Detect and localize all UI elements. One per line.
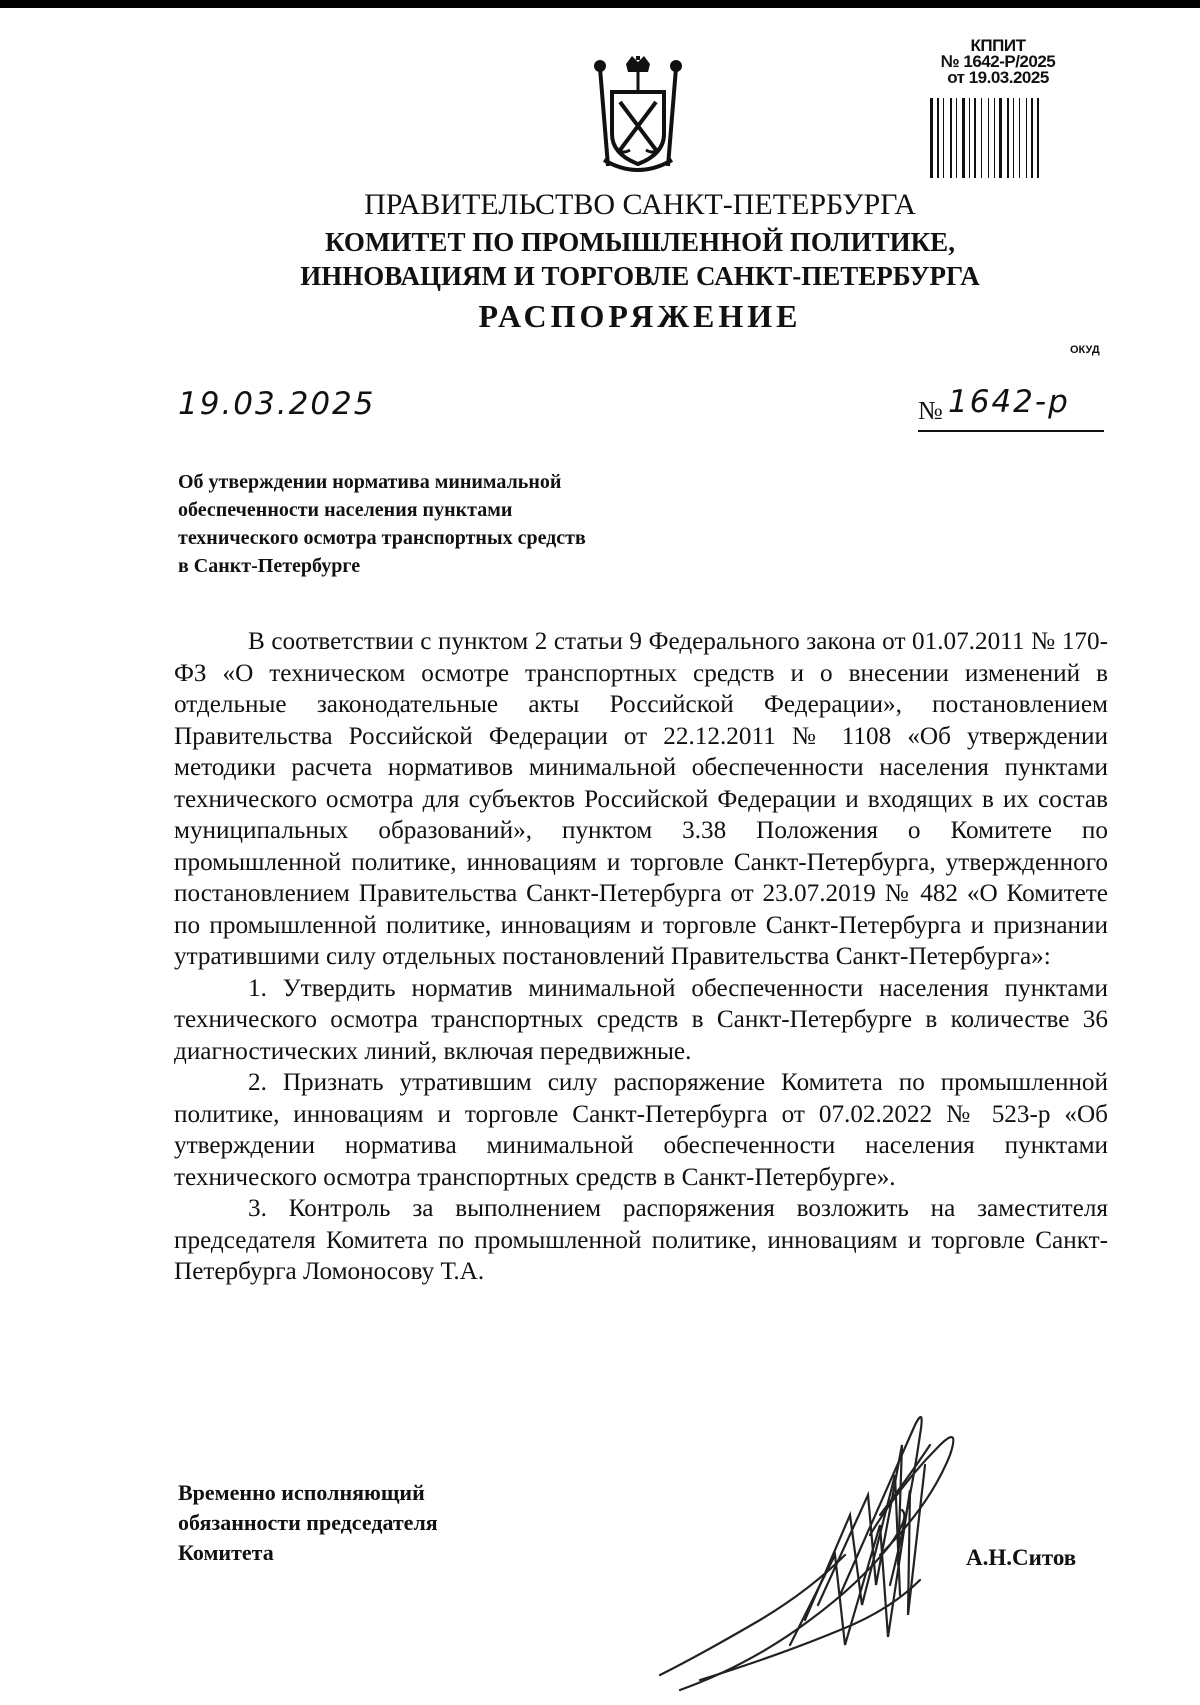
committee-title [0,225,1200,293]
barcode-bar [1019,98,1020,178]
document-date: 19.03.2025 [178,386,376,422]
number-sign: № [918,396,943,425]
handwritten-signature-icon [640,1405,970,1695]
signer-position [178,1478,438,1568]
stamp-number: № 1642-Р/2025 [940,52,1056,71]
barcode-icon [930,98,1066,178]
subject-line: в Санкт-Петербурге [178,555,361,577]
barcode-bar [988,98,989,178]
document-type-title: РАСПОРЯЖЕНИЕ [478,298,802,334]
government-title: ПРАВИТЕЛЬСТВО САНКТ-ПЕТЕРБУРГА [364,188,916,221]
barcode-bar [1037,98,1039,178]
barcode-bar [1026,98,1027,178]
barcode-bar [943,98,944,178]
signer-position-line: Комитета [178,1540,274,1565]
committee-title-line2: ИННОВАЦИЯМ И ТОРГОВЛЕ САНКТ-ПЕТЕРБУРГА [300,261,980,291]
barcode-bar [981,98,982,178]
barcode-bar [962,98,965,178]
preamble-paragraph: В соответствии с пунктом 2 статьи 9 Федерального закона от 01.07.2011 № 170-ФЗ «О техническом осмотре транспортных средств и о внесении изменений в отдельные законодательные акты Российской Федерации», постановлением Правительства Российской Федерации от 22.12.2011 № 1108 «Об утверждении методики расчета нормативов минимальной обеспеченности населения пунктами технического осмотра для субъектов Российской Федерации и входящих в их состав муниципальных образований», пунктом 3.38 Положения о Комитете по промышленной политике, инновациям и торговле Санкт-Петербурга, утвержденного постановлением Правительства Санкт-Петербурга от 23.07.2019 № 482 «О Комитете по промышленной политике, инновациям и торговле Санкт-Петербурга и признании утратившими силу отдельных постановлений Правительства Санкт-Петербурга»: [174,628,1108,970]
subject-line: технического осмотра транспортных средств [178,527,586,549]
barcode-bar [969,98,970,178]
barcode-bar [950,98,952,178]
stamp-date: от 19.03.2025 [947,68,1049,87]
barcode-bar [999,98,1002,178]
scan-top-edge [0,0,1200,8]
barcode-bar [956,98,957,178]
item-2-paragraph: 2. Признать утратившим силу распоряжение Комитета по промышленной политике, инновациям и торговле Санкт-Петербурга от 07.02.2022 № 523-р «Об утверждении норматива минимальной обеспеченности населения пунктами технического осмотра транспортных средств в Санкт-Петербурге». [174,1069,1108,1191]
document-number-field [918,384,1104,432]
stamp-org: КППИТ [970,36,1026,55]
barcode-bar [1007,98,1009,178]
registration-stamp [928,38,1068,86]
signer-name: А.Н.Ситов [966,1545,1077,1570]
subject-line: Об утверждении норматива минимальной [178,471,562,493]
barcode-bar [1013,98,1014,178]
barcode-bar [974,98,976,178]
barcode-bar [937,98,939,178]
signer-position-line: обязанности председателя [178,1510,438,1535]
coat-of-arms-icon [590,56,686,176]
document-subject [178,468,698,580]
signer-position-line: Временно исполняющий [178,1480,425,1505]
subject-line: обеспеченности населения пунктами [178,499,513,521]
document-body [174,626,1108,1288]
document-number: 1642-р [948,384,1070,420]
barcode-bar [1031,98,1033,178]
item-3-paragraph: 3. Контроль за выполнением распоряжения возложить на заместителя председателя Комитета по промышленной политике, инновациям и торговле Санкт-Петербурга Ломоносову Т.А. [174,1195,1108,1285]
okud-label: ОКУД [1070,344,1100,356]
barcode-bar [994,98,995,178]
committee-title-line1: КОМИТЕТ ПО ПРОМЫШЛЕННОЙ ПОЛИТИКЕ, [325,227,955,257]
item-1-paragraph: 1. Утвердить норматив минимальной обеспеченности населения пунктами технического осмотра транспортных средств в Санкт-Петербурге в количестве 36 диагностических линий, включая передвижные. [174,974,1108,1065]
barcode-bar [930,98,933,178]
